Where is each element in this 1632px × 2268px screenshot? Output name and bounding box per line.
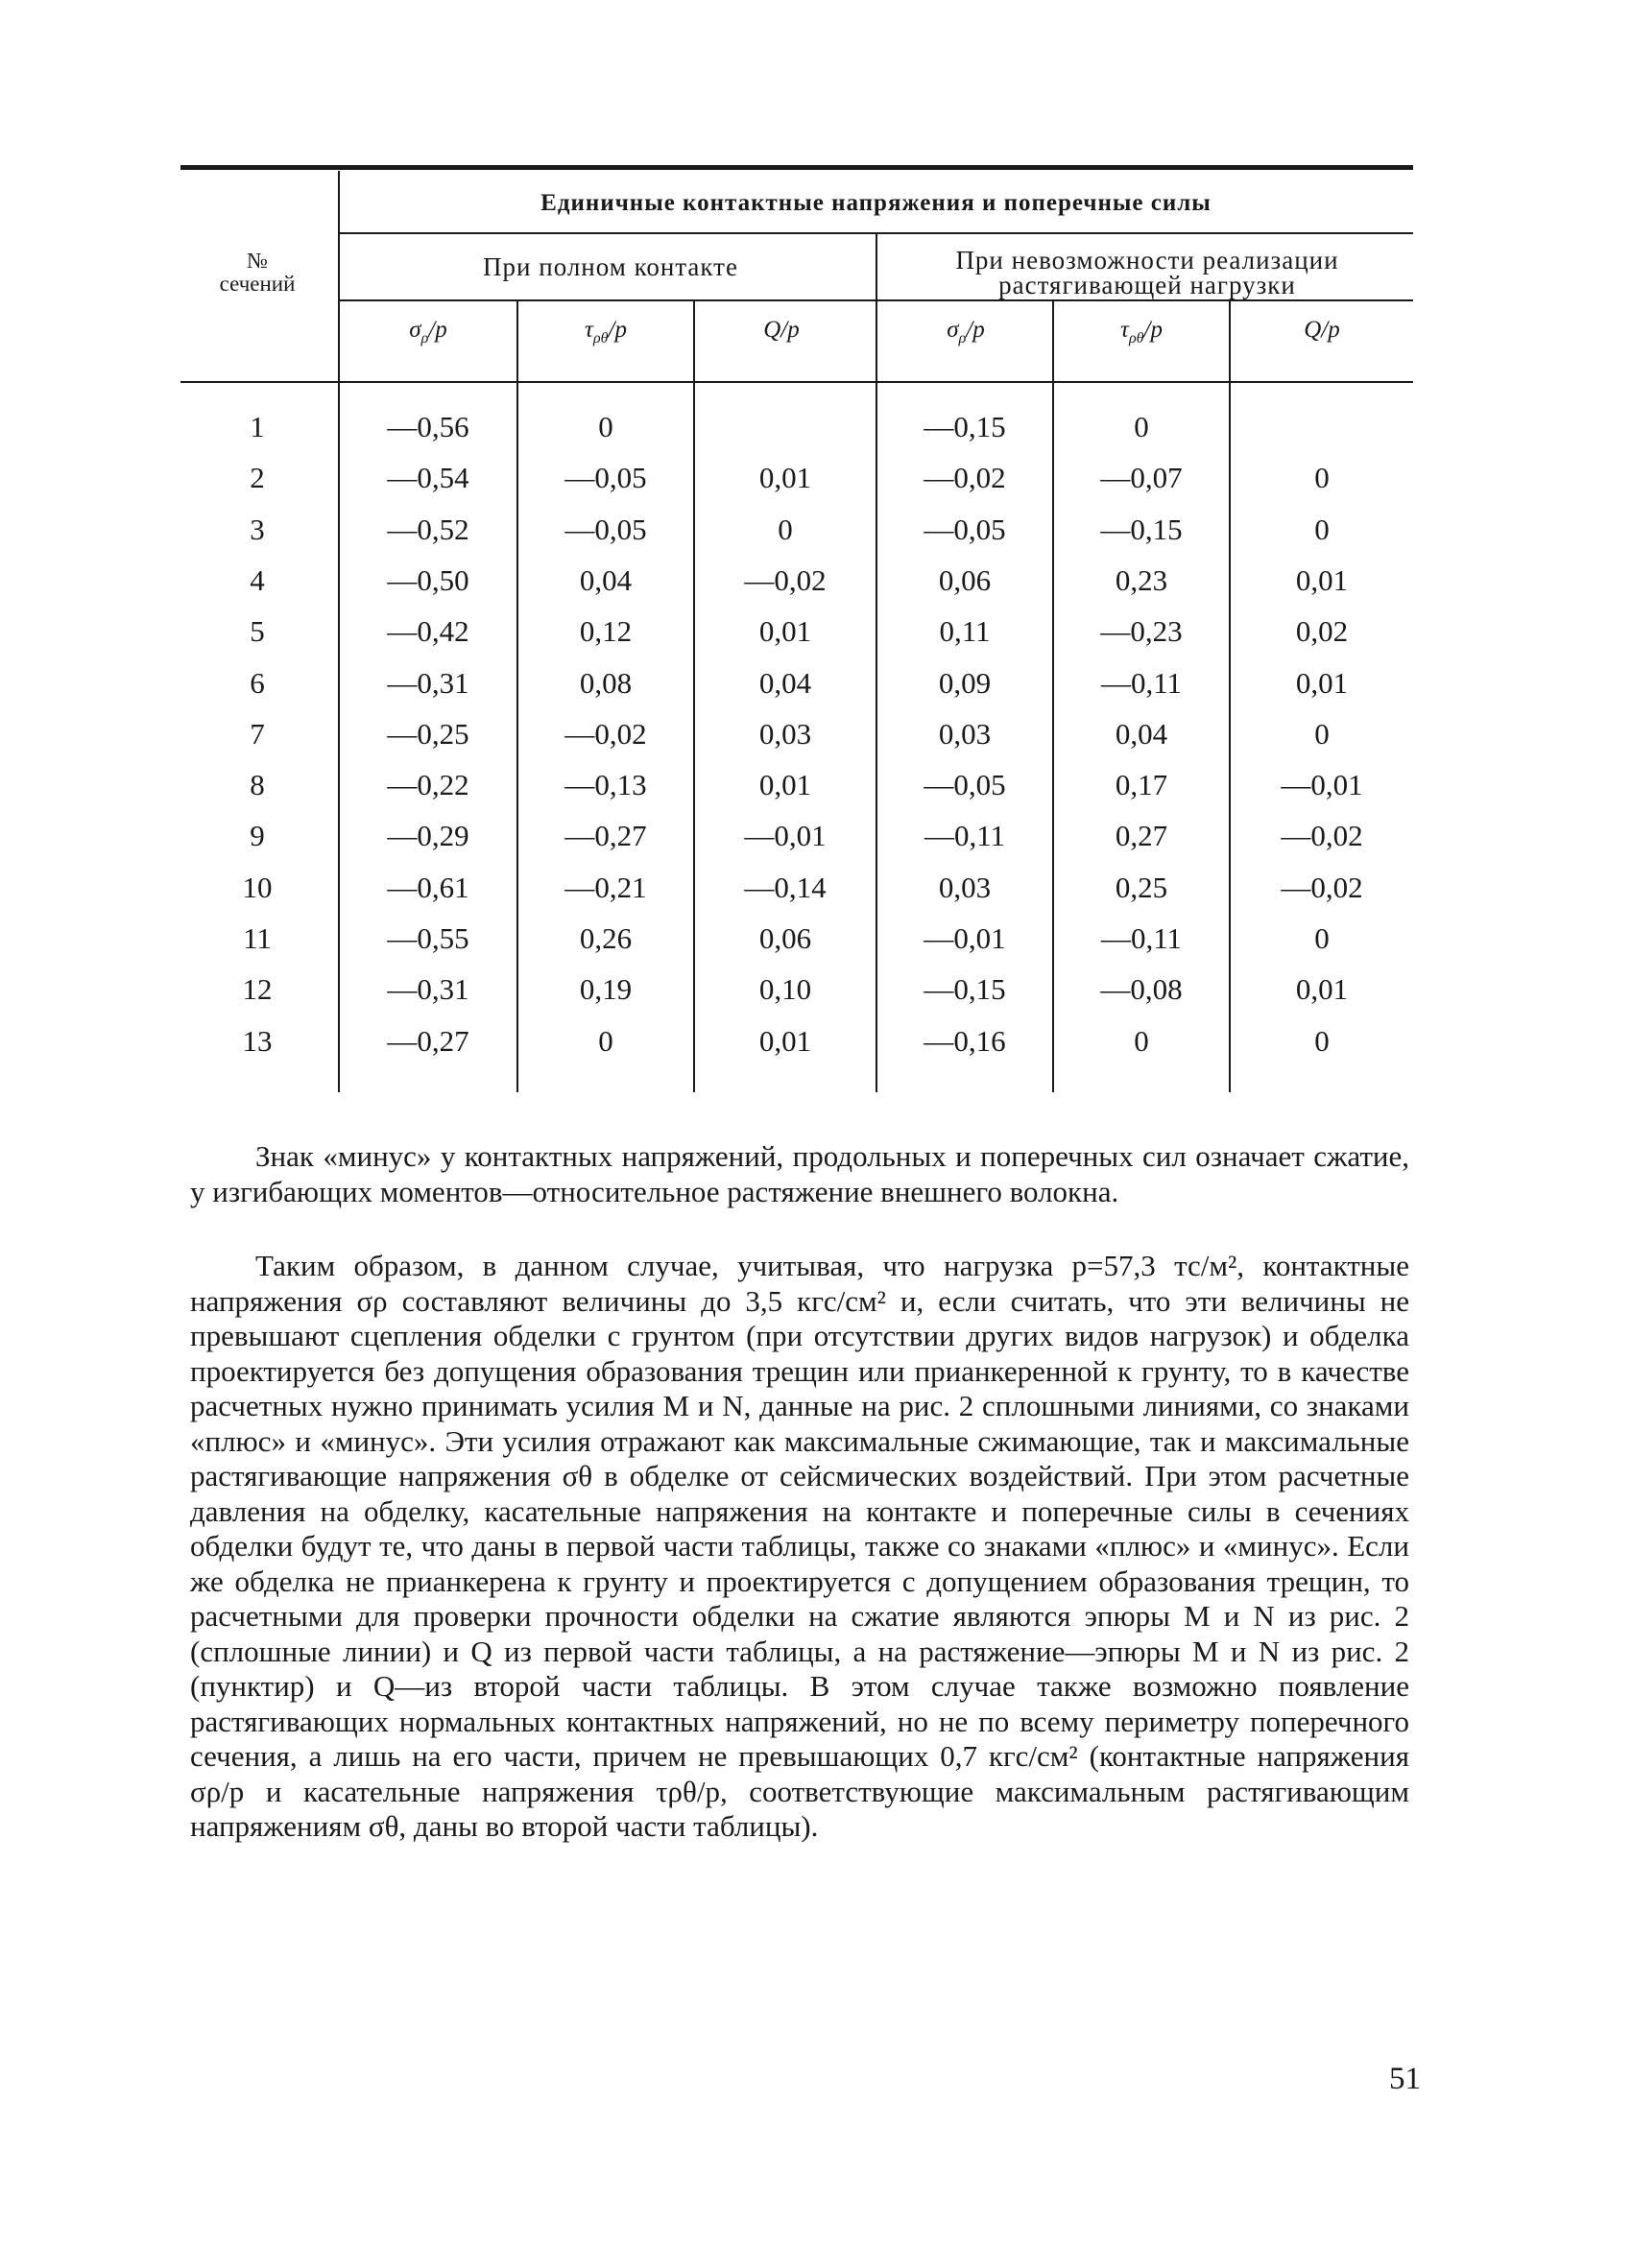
- table-cell: 0,01: [758, 461, 812, 494]
- table-cell: —0,01: [924, 921, 1006, 955]
- table-cell: 0: [1314, 461, 1330, 494]
- table-cell: —0,01: [744, 819, 827, 852]
- table-cell: —0,50: [387, 563, 469, 597]
- table-cell: —0,05: [564, 513, 647, 546]
- table-cell: 0: [598, 1024, 613, 1058]
- table-cell: —0,08: [1100, 972, 1183, 1006]
- table-cell: 0,01: [758, 768, 812, 801]
- table-cell: 0,04: [1115, 717, 1168, 751]
- table-cell: —0,02: [924, 461, 1006, 494]
- table-main-header: Единичные контактные напряжения и поперечные силы: [540, 190, 1212, 216]
- table-cell: 0,03: [938, 871, 992, 904]
- table-cell: 0,09: [938, 666, 992, 700]
- table-cell: 0,19: [579, 972, 633, 1006]
- table-row-number: 8: [250, 768, 265, 801]
- table-cell: —0,15: [1100, 513, 1183, 546]
- paragraph-main: Таким образом, в данном случае, учитывая, что нагрузка p=57,3 тс/м², контактные напряжения σρ составляют величины до 3,5 кгс/см² и, если считать, что эти величины не превышают сцепления обделки с грунтом (при отсутствии других видов нагрузок) и обделка проектируется без допущения образования трещин или прианкеренной к грунту, то в качестве расчетных нужно принимать усилия M и N, данные на рис. 2 сплошными линиями, со знаками «плюс» и «минус». Эти усилия отражают как максимальные сжимающие, так и максимальные растягивающие напряжения σθ в обделке от сейсмических воздействий. При этом расчетные давления на обделку, касательные напряжения на контакте и поперечные силы в сечениях обделки будут те, что даны в первой части таблицы, также со знаками «плюс» и «минус». Если же обделка не прианкерена к грунту и проектируется с допущением образования трещин, то расчетными для проверки прочности обделки на сжатие являются эпюры M и N из рис. 2 (сплошные линии) и Q из первой части таблицы, а на растяжение—эпюры M и N из рис. 2 (пунктир) и Q—из второй части таблицы. В этом случае также возможно появление растягивающих нормальных контактных напряжений, но не по всему периметру поперечного сечения, а лишь на его части, причем не превышающих 0,7 кгс/см² (контактные напряжения σρ/p и касательные напряжения τρθ/p, соответствующие максимальным растягивающим напряжениям σθ, даны во второй части таблицы).: [190, 1249, 1409, 1843]
- table-cell: [695, 410, 876, 444]
- table-cell: 0: [1314, 513, 1330, 546]
- subheader-sigma-full: $\sigma_\rho/p$: [409, 317, 447, 346]
- table-cell: 0,08: [579, 666, 633, 700]
- table-row-number: 9: [250, 819, 265, 852]
- table-row-number: 1: [250, 410, 265, 443]
- table-cell: —0,02: [564, 717, 647, 751]
- table-cell: —0,29: [387, 819, 469, 852]
- table-cell: 0,01: [1295, 666, 1349, 700]
- group-header-full-contact: При полном контакте: [483, 252, 738, 281]
- subheader-q-full: Q/p: [763, 317, 800, 343]
- table-cell: —0,22: [387, 768, 469, 801]
- table-cell: —0,11: [1100, 666, 1183, 700]
- table-cell: —0,15: [924, 410, 1006, 443]
- table-cell: —0,05: [924, 768, 1006, 801]
- table-cell: 0,01: [758, 614, 812, 648]
- table-cell: 0,06: [938, 563, 992, 597]
- table-cell: 0,26: [579, 921, 633, 955]
- table-row-number: 7: [250, 717, 265, 751]
- table-cell: 0,25: [1115, 871, 1168, 904]
- table-cell: —0,23: [1100, 614, 1183, 648]
- table-cell: —0,13: [564, 768, 647, 801]
- table-cell: 0,11: [939, 614, 991, 648]
- table-cell: 0,03: [938, 717, 992, 751]
- table-cell: 0: [1314, 921, 1330, 955]
- table-cell: —0,11: [924, 819, 1006, 852]
- subheader-tau-full: $\tau_{\rho\theta}/p$: [585, 317, 627, 346]
- table-cell: —0,31: [387, 666, 469, 700]
- table-cell: —0,05: [924, 513, 1006, 546]
- table-cell: —0,15: [924, 972, 1006, 1006]
- table-cell: 0,12: [579, 614, 633, 648]
- table-cell: 0,04: [579, 563, 633, 597]
- table-cell: —0,54: [387, 461, 469, 494]
- table-cell: —0,61: [387, 871, 469, 904]
- table-cell: —0,01: [1281, 768, 1363, 801]
- group-header-no-tension: При невозможности реализации растягивающей нагрузки: [955, 246, 1339, 299]
- table-column-rule: [876, 234, 877, 1092]
- table-cell: 0,04: [758, 666, 812, 700]
- table-cell: —0,25: [387, 717, 469, 751]
- table-cell: 0: [1134, 410, 1149, 443]
- table-row-number: 10: [242, 871, 273, 904]
- table-cell: 0,01: [1295, 972, 1349, 1006]
- table-cell: —0,02: [744, 563, 827, 597]
- table-cell: 0: [1314, 717, 1330, 751]
- table-cell: —0,21: [564, 871, 647, 904]
- table-row-number: 11: [243, 921, 272, 955]
- subheader-q-partial: Q/p: [1304, 317, 1340, 343]
- table-cell: —0,16: [924, 1024, 1006, 1058]
- table-cell: —0,07: [1100, 461, 1183, 494]
- table-top-rule: [180, 165, 1413, 170]
- table-row-number: 4: [250, 563, 265, 597]
- table-cell: —0,27: [387, 1024, 469, 1058]
- table-cell: —0,42: [387, 614, 469, 648]
- section-number-header: № сечений: [219, 249, 296, 296]
- table-cell: 0,06: [758, 921, 812, 955]
- page-number: 51: [1389, 2062, 1421, 2096]
- table-cell: 0: [598, 410, 613, 443]
- table-cell: 0: [1314, 1024, 1330, 1058]
- table-cell: [1231, 410, 1413, 444]
- table-row-number: 3: [250, 513, 265, 546]
- table-cell: —0,52: [387, 513, 469, 546]
- table-cell: 0,27: [1115, 819, 1168, 852]
- table-cell: 0,23: [1115, 563, 1168, 597]
- subheader-sigma-partial: $\sigma_\rho/p$: [947, 317, 985, 346]
- table-cell: —0,31: [387, 972, 469, 1006]
- paragraph-sign-note: Знак «минус» у контактных напряжений, продольных и поперечных сил означает сжатие, у изгибающих моментов—относительное растяжение внешнего волокна.: [190, 1139, 1409, 1208]
- table-row-number: 2: [250, 461, 265, 494]
- table-row-number: 12: [242, 972, 273, 1006]
- table-row-number: 5: [250, 614, 265, 648]
- table-cell: 0,10: [758, 972, 812, 1006]
- table-cell: 0: [778, 513, 793, 546]
- table-cell: —0,55: [387, 921, 469, 955]
- table-cell: —0,27: [564, 819, 647, 852]
- table-cell: 0,01: [758, 1024, 812, 1058]
- table-cell: —0,56: [387, 410, 469, 443]
- table-cell: —0,05: [564, 461, 647, 494]
- table-cell: —0,14: [744, 871, 827, 904]
- table-cell: —0,02: [1281, 819, 1363, 852]
- table-row-number: 13: [242, 1024, 273, 1058]
- table-cell: 0,01: [1295, 563, 1349, 597]
- table-cell: 0,02: [1295, 614, 1349, 648]
- subheader-tau-partial: $\tau_{\rho\theta}/p$: [1120, 317, 1163, 346]
- table-cell: —0,11: [1100, 921, 1183, 955]
- table-row-number: 6: [250, 666, 265, 700]
- table-cell: 0,03: [758, 717, 812, 751]
- table-cell: 0: [1134, 1024, 1149, 1058]
- table-cell: 0,17: [1115, 768, 1168, 801]
- table-cell: —0,02: [1281, 871, 1363, 904]
